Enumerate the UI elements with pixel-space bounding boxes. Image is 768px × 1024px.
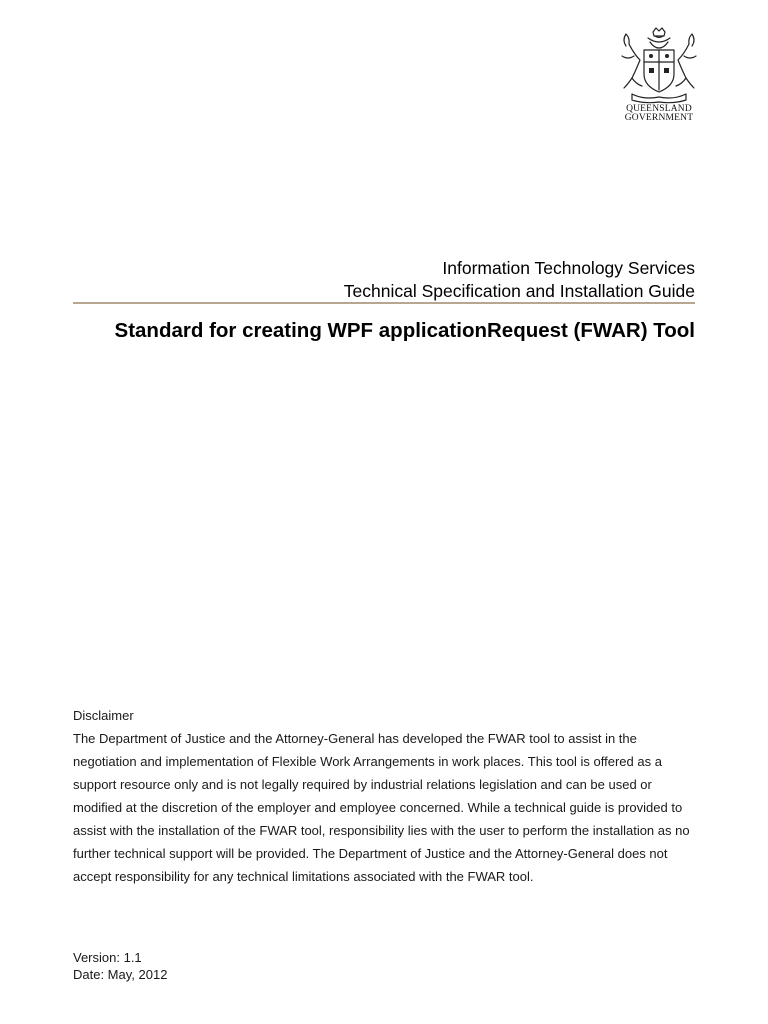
government-logo-text	[614, 105, 704, 123]
department-name: Information Technology Services	[442, 258, 695, 278]
document-type: Technical Specification and Installation Guide	[343, 281, 695, 301]
logo-line-queensland: QUEENSLAND	[626, 104, 692, 114]
logo-line-government: GOVERNMENT	[624, 113, 694, 123]
date-label: Date: May, 2012	[73, 967, 168, 982]
header-divider	[73, 302, 695, 304]
document-header	[73, 257, 695, 303]
coat-of-arms-icon	[614, 26, 704, 104]
document-title: Standard for creating WPF applicationRequest (FWAR) Tool	[114, 319, 695, 342]
document-meta	[73, 949, 373, 983]
version-label: Version: 1.1	[73, 950, 142, 965]
government-logo	[614, 26, 704, 122]
disclaimer-section	[73, 704, 695, 888]
disclaimer-text: The Department of Justice and the Attorney-General has developed the FWAR tool to assist in the negotiation and implementation of Flexible Work Arrangements in work places. This tool is offered as a support resource only and is not legally required by industrial relations legislation and can be used or modified at the discretion of the employer and employee concerned. While a technical guide is provided to assist with the installation of the FWAR tool, responsibility lies with the user to perform the installation as no further technical support will be provided. The Department of Justice and the Attorney-General does not accept responsibility for any technical limitations associated with the FWAR tool.	[73, 731, 690, 884]
disclaimer-heading: Disclaimer	[73, 708, 134, 723]
